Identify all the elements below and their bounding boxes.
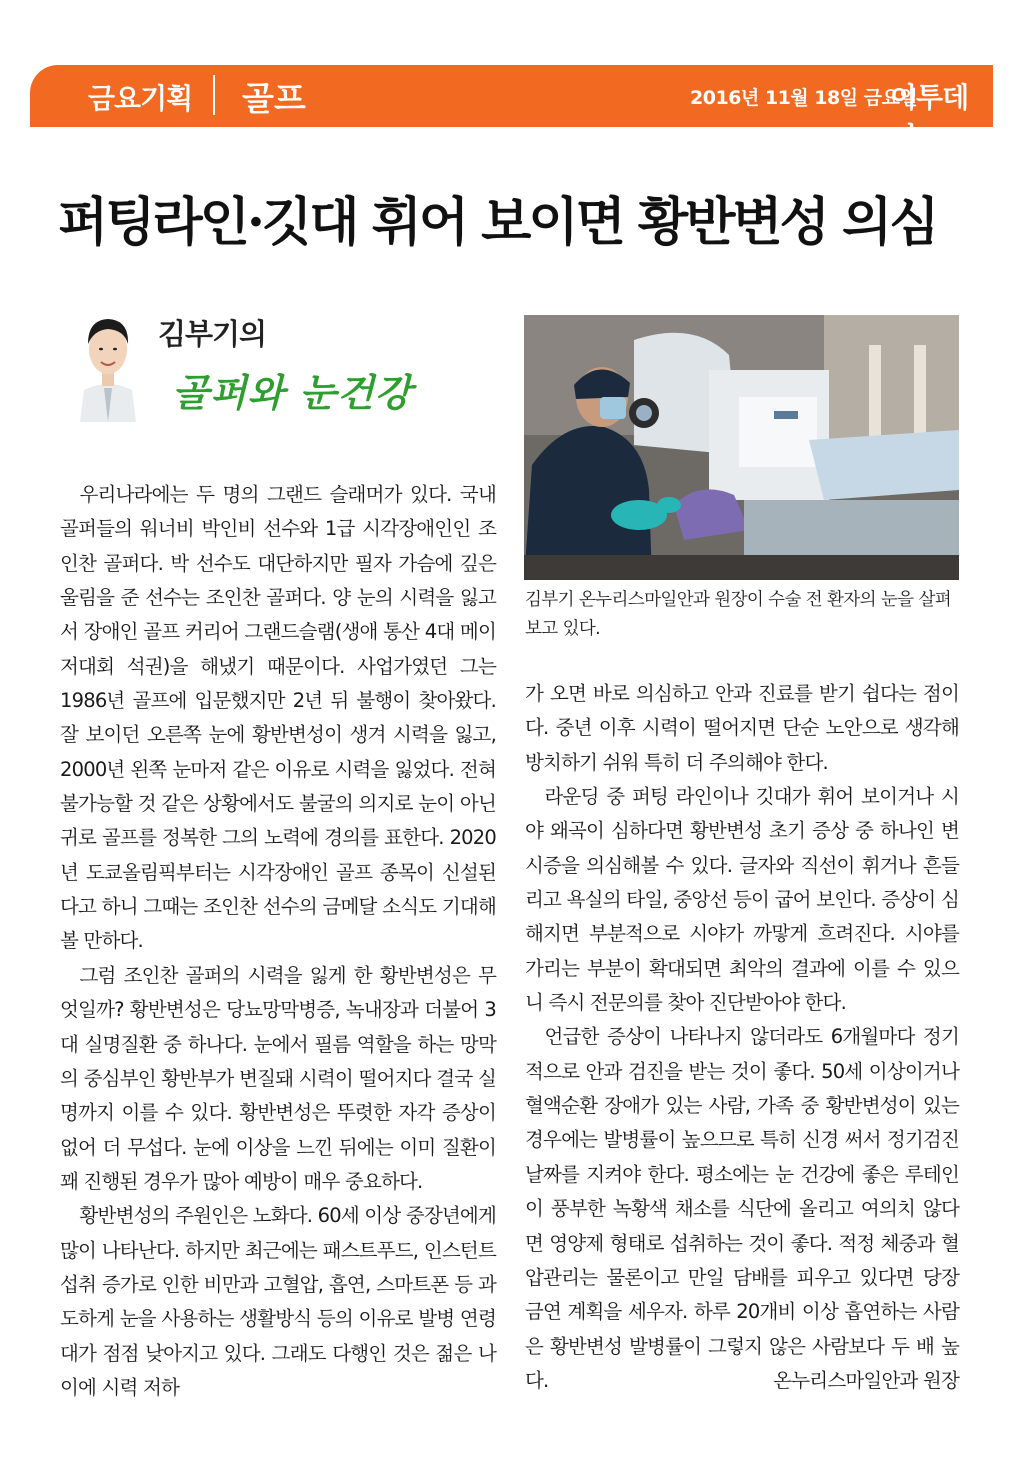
- article-right-column: [525, 677, 959, 1398]
- section-header-band: [30, 65, 993, 154]
- article-paragraph-last: [525, 1020, 959, 1398]
- topic-label: 골프: [242, 79, 306, 118]
- photo-caption: 김부기 온누리스마일안과 원장이 수술 전 환자의 눈을 살펴보고 있다.: [525, 590, 952, 639]
- column-series-title: 골퍼와 눈건강: [172, 370, 413, 415]
- article-paragraph: 그럼 조인찬 골퍼의 시력을 잃게 한 황반변성은 무엇일까? 황반변성은 당뇨망막병증, 녹내장과 더불어 3대 실명질환 중 하나다. 눈에서 필름 역할을 하는 망막의 중심부인 황반부가 변질돼 시력이 떨어지다 결국 실명까지 이를 수 있다. 황반변성은 뚜렷한 자각 증상이 없어 더 무섭다. 눈에 이상을 느낀 뒤에는 이미 질환이 꽤 진행된 경우가 많아 예방이 매우 중요하다.: [60, 963, 496, 1193]
- author-byline: 온누리스마일안과 원장: [773, 1368, 959, 1392]
- publication-date: 2016년 11월 18일 금요일: [690, 87, 918, 109]
- article-paragraph: 황반변성의 주원인은 노화다. 60세 이상 중장년에게 많이 나타난다. 하지만 최근에는 패스트푸드, 인스턴트 섭취 증가로 인한 비만과 고혈압, 흡연, 스마트폰 등 과도하게 눈을 사용하는 생활방식 등의 이유로 발병 연령대가 점점 낮아지고 있다. 그래도 다행인 것은 젊은 나이에 시력 저하: [60, 1204, 496, 1399]
- newspaper-logo: 이투데이: [890, 81, 969, 154]
- columnist-block: [74, 304, 454, 434]
- article-paragraph-text: 언급한 증상이 나타나지 않더라도 6개월마다 정기적으로 안과 검진을 받는 것이 좋다. 50세 이상이거나 혈액순환 장애가 있는 사람, 가족 중 황반변성이 있는 경우에는 발병률이 높으므로 특히 신경 써서 정기검진 날짜를 지켜야 한다. 평소에는 눈 건강에 좋은 루테인이 풍부한 녹황색 채소를 식단에 올리고 여의치 않다면 영양제 형태로 섭취하는 것이 좋다. 적정 체중과 혈압관리는 물론이고 만일 담배를 피우고 있다면 당장 금연 계획을 세우자. 하루 20개비 이상 흡연하는 사람은 황반변성 발병률이 그렇지 않은 사람보다 두 배 높다.: [525, 1025, 959, 1392]
- article-paragraph: 우리나라에는 두 명의 그랜드 슬래머가 있다. 국내 골퍼들의 워너비 박인비 선수와 1급 시각장애인인 조인찬 골퍼다. 박 선수도 대단하지만 필자 가슴에 깊은 울림을 준 선수는 조인찬 골퍼다. 양 눈의 시력을 잃고서 장애인 골프 커리어 그랜드슬램(생애 통산 4대 메이저대회 석권)을 해냈기 때문이다. 사업가였던 그는 1986년 골프에 입문했지만 2년 뒤 불행이 찾아왔다. 잘 보이던 오른쪽 눈에 황반변성이 생겨 시력을 잃고, 2000년 왼쪽 눈마저 같은 이유로 시력을 잃었다. 전혀 불가능할 것 같은 상황에서도 불굴의 의지로 눈이 아닌 귀로 골프를 정복한 그의 노력에 경의를 표한다. 2020년 도쿄올림픽부터는 시각장애인 골프 종목이 신설된다고 하니 그때는 조인찬 선수의 금메달 소식도 기대해 볼 만하다.: [60, 483, 496, 953]
- article-headline: 퍼팅라인·깃대 휘어 보이면 황반변성 의심: [58, 192, 937, 253]
- article-paragraph: 라운딩 중 퍼팅 라인이나 깃대가 휘어 보이거나 시야 왜곡이 심하다면 황반변성 초기 증상 중 하나인 변시증을 의심해볼 수 있다. 글자와 직선이 휘거나 흔들리고 욕실의 타일, 중앙선 등이 굽어 보인다. 증상이 심해지면 부분적으로 시야가 까맣게 흐려진다. 시야를 가리는 부분이 확대되면 최악의 결과에 이를 수 있으니 즉시 전문의를 찾아 진단받아야 한다.: [525, 785, 959, 1015]
- section-label: 금요기획: [88, 82, 193, 115]
- article-left-column: [60, 478, 496, 1405]
- columnist-name: 김부기의: [158, 317, 267, 351]
- surgery-photo: [524, 315, 959, 580]
- header-divider: [213, 75, 215, 115]
- columnist-portrait: [74, 304, 142, 422]
- article-paragraph-continued: 가 오면 바로 의심하고 안과 진료를 받기 쉽다는 점이다. 중년 이후 시력이 떨어지면 단순 노안으로 생각해 방치하기 쉬워 특히 더 주의해야 한다.: [525, 682, 959, 774]
